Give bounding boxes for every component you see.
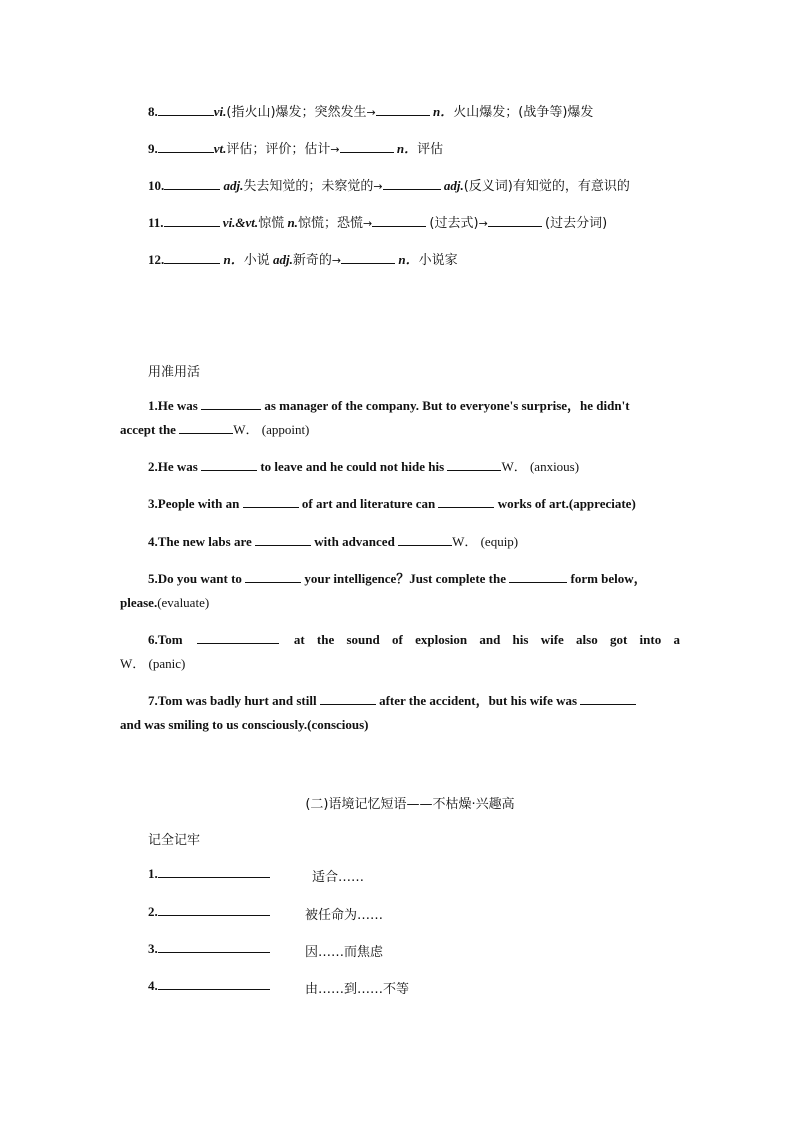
answer-blank[interactable] <box>320 693 376 705</box>
answer-blank[interactable] <box>201 398 261 410</box>
answer-blank[interactable] <box>243 496 299 508</box>
answer-blank[interactable] <box>164 252 220 264</box>
definition: (过去式) <box>429 216 479 231</box>
word-hint: (appoint) <box>261 422 310 437</box>
exercise-text: your intelligence？Just complete the <box>304 571 506 586</box>
definition: 评估；评价；估计 <box>226 142 331 157</box>
exercise-number: 7. <box>148 693 158 708</box>
phrase-meaning: 被任命为…… <box>305 908 384 923</box>
pos-label: adj. <box>223 178 244 193</box>
answer-blank[interactable] <box>164 215 220 227</box>
exercise-text: accept the <box>120 422 176 437</box>
answer-blank[interactable] <box>158 904 270 916</box>
arrow-icon: → <box>373 180 383 193</box>
answer-blank[interactable] <box>158 978 270 990</box>
phrase-item-4 <box>148 978 410 997</box>
vocab-number: 10. <box>148 178 165 193</box>
exercise-text: Tom <box>157 632 183 647</box>
answer-blank[interactable] <box>376 104 430 116</box>
exercise-number: 6. <box>148 632 158 647</box>
exercise-text: He was <box>157 459 198 474</box>
exercise-text: at the sound of explosion and his wife also got into a <box>293 632 680 647</box>
exercise-number: 4. <box>148 534 158 549</box>
vocab-item-11 <box>148 212 607 231</box>
word-hint: (panic) <box>148 656 186 671</box>
answer-blank[interactable] <box>580 693 636 705</box>
definition: 火山爆发；(战争等)爆发 <box>453 105 594 120</box>
answer-blank[interactable] <box>372 215 426 227</box>
section-heading-memorize: 记全记牢 <box>148 833 201 848</box>
arrow-icon: → <box>331 254 342 267</box>
vocab-number: 11. <box>148 215 164 230</box>
exercise-text: to leave and he could not hide his <box>260 459 445 474</box>
exercise-number: 1. <box>148 398 158 413</box>
answer-blank[interactable] <box>158 866 270 878</box>
vocab-number: 9. <box>148 141 158 156</box>
exercise-text: after the accident，but his wife was <box>379 693 578 708</box>
pos-label: vt. <box>213 141 227 156</box>
phrase-number: 4. <box>148 978 158 993</box>
definition: (反义词)有知觉的，有意识的 <box>463 179 630 194</box>
word-hint: (appreciate) <box>568 496 636 511</box>
exercise-number: 3. <box>148 496 158 511</box>
section-heading-usage: 用准用活 <box>148 365 201 380</box>
word-hint: (evaluate) <box>157 595 210 610</box>
exercise-text: He was <box>157 398 198 413</box>
phrase-meaning: 因……而焦虑 <box>305 945 384 960</box>
answer-blank[interactable] <box>447 459 501 471</box>
definition: (指火山)爆发；突然发生 <box>226 105 367 120</box>
phrase-meaning: 适合…… <box>312 870 365 885</box>
exercise-text: form below， <box>570 571 647 586</box>
answer-blank[interactable] <box>438 496 494 508</box>
definition: 小说家 <box>418 253 458 268</box>
answer-blank[interactable] <box>488 215 542 227</box>
answer-blank[interactable] <box>383 178 441 190</box>
definition: 评估 <box>417 142 444 157</box>
vocab-item-10 <box>148 175 630 194</box>
pos-label: adj. <box>443 178 464 193</box>
pos-label: n． <box>223 252 244 267</box>
arrow-icon: → <box>478 217 488 230</box>
pos-label: vi. <box>213 104 227 119</box>
exercise-5 <box>120 567 680 615</box>
exercise-1 <box>120 394 680 442</box>
section-title: (二)语境记忆短语——不枯燥·兴趣高 <box>305 797 515 812</box>
vocab-number: 12. <box>148 252 165 267</box>
phrase-number: 1. <box>148 866 158 881</box>
word-hint: (conscious) <box>307 717 369 732</box>
answer-blank[interactable] <box>197 632 279 644</box>
exercise-text: and was smiling to us consciously. <box>120 717 308 732</box>
word-hint: (anxious) <box>529 459 580 474</box>
phrase-item-1 <box>148 866 365 885</box>
exercise-text: W． <box>501 459 527 474</box>
answer-blank[interactable] <box>158 941 270 953</box>
pos-label: n． <box>396 141 418 156</box>
exercise-text: W． <box>452 534 478 549</box>
arrow-icon: → <box>362 217 373 230</box>
arrow-icon: → <box>366 106 376 119</box>
exercise-text: Do you want to <box>157 571 242 586</box>
definition: 失去知觉的；未察觉的 <box>243 179 374 194</box>
pos-label: vi.&vt. <box>222 215 259 230</box>
pos-label: n. <box>287 215 298 230</box>
answer-blank[interactable] <box>340 141 394 153</box>
exercise-text: of art and literature can <box>301 496 436 511</box>
phrase-meaning: 由……到……不等 <box>305 982 410 997</box>
exercise-number: 5. <box>148 571 158 586</box>
exercise-number: 2. <box>148 459 158 474</box>
answer-blank[interactable] <box>245 571 301 583</box>
vocab-item-12 <box>148 249 458 268</box>
exercise-text: please. <box>120 595 158 610</box>
phrase-item-2 <box>148 904 384 923</box>
exercise-text: as manager of the company. But to everyone's surprise，he didn't <box>264 398 630 413</box>
pos-label: adj. <box>273 252 293 267</box>
exercise-text: People with an <box>157 496 240 511</box>
answer-blank[interactable] <box>158 141 214 153</box>
arrow-icon: → <box>330 143 340 156</box>
exercise-text: Tom was badly hurt and still <box>157 693 317 708</box>
exercise-7 <box>120 689 680 737</box>
phrase-number: 3. <box>148 941 158 956</box>
definition: 惊慌 <box>258 216 285 231</box>
definition: 新奇的 <box>292 253 332 268</box>
phrase-number: 2. <box>148 904 158 919</box>
answer-blank[interactable] <box>158 104 214 116</box>
exercise-text: The new labs are <box>157 534 252 549</box>
vocab-item-8 <box>148 101 593 120</box>
answer-blank[interactable] <box>509 571 567 583</box>
exercise-3 <box>120 492 680 516</box>
phrase-item-3 <box>148 941 384 960</box>
pos-label: n． <box>433 104 454 119</box>
vocab-item-9 <box>148 138 443 157</box>
definition: 惊慌；恐慌 <box>297 216 363 231</box>
exercise-2 <box>120 455 680 479</box>
exercise-text: works of art. <box>497 496 569 511</box>
definition: 小说 <box>243 253 270 268</box>
answer-blank[interactable] <box>341 252 395 264</box>
exercise-text: W． <box>233 422 259 437</box>
exercise-6 <box>120 628 680 676</box>
vocab-number: 8. <box>148 104 158 119</box>
definition: (过去分词) <box>545 216 608 231</box>
answer-blank[interactable] <box>398 534 452 546</box>
exercise-4 <box>120 530 680 554</box>
answer-blank[interactable] <box>255 534 311 546</box>
answer-blank[interactable] <box>164 178 220 190</box>
answer-blank[interactable] <box>179 422 233 434</box>
answer-blank[interactable] <box>201 459 257 471</box>
exercise-text: W． <box>120 656 146 671</box>
word-hint: (equip) <box>480 534 519 549</box>
exercise-text: with advanced <box>314 534 395 549</box>
pos-label: n． <box>398 252 419 267</box>
